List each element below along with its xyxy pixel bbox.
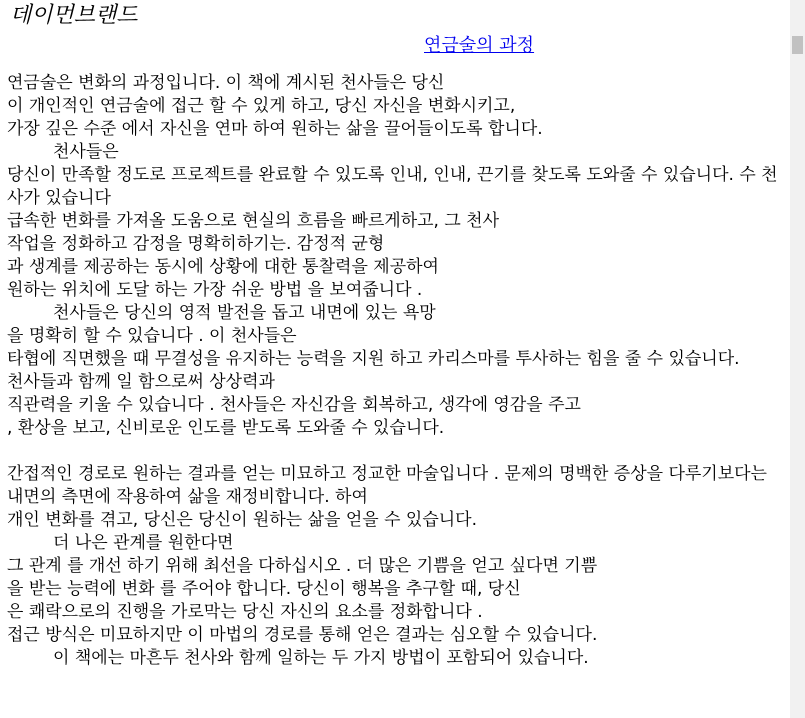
- paragraph-line: 연금술은 변화의 과정입니다. 이 책에 계시된 천사들은 당신: [7, 73, 445, 93]
- paragraph-line: 내면의 측면에 작용하여 삶을 재정비합니다. 하여: [7, 487, 368, 507]
- paragraph-line: 은 쾌락으로의 진행을 가로막는 당신 자신의 요소를 정화합니다 .: [7, 602, 483, 622]
- paragraph-line: 타협에 직면했을 때 무결성을 유지하는 능력을 지원 하고 카리스마를 투사하는 힘을 줄 수 있습니다.: [7, 349, 740, 369]
- paragraph-line: 가장 깊은 수준 에서 자신을 연마 하여 원하는 삶을 끌어들이도록 합니다.: [7, 119, 543, 139]
- paragraph-line: , 환상을 보고, 신비로운 인도를 받도록 도와줄 수 있습니다.: [7, 418, 445, 438]
- paragraph-line: 접근 방식은 미묘하지만 이 마법의 경로를 통해 얻은 결과는 심오할 수 있습니다.: [7, 625, 598, 645]
- paragraph-line: 직관력을 키울 수 있습니다 . 천사들은 자신감을 회복하고, 생각에 영감을 주고: [7, 395, 581, 415]
- paragraph-line: 작업을 정화하고 감정을 명확히하기는. 감정적 균형: [7, 234, 385, 254]
- paragraph-line: 천사들은: [53, 142, 119, 162]
- paragraph-line: 을 받는 능력에 변화 를 주어야 합니다. 당신이 행복을 추구할 때, 당신: [7, 579, 521, 599]
- paragraph-line: 간접적인 경로로 원하는 결과를 얻는 미묘하고 정교한 마술입니다 . 문제의 명백한 증상을 다루기보다는: [7, 464, 767, 484]
- paragraph-line: 그 관계 를 개선 하기 위해 최선을 다하십시오 . 더 많은 기쁨을 얻고 싶다면 기쁨: [7, 556, 598, 576]
- paragraph-line: 더 나은 관계를 원한다면: [53, 533, 234, 553]
- paragraph-line: 개인 변화를 겪고, 당신은 당신이 원하는 삶을 얻을 수 있습니다.: [7, 510, 477, 530]
- paragraph-line: 원하는 위치에 도달 하는 가장 쉬운 방법 을 보여줍니다 .: [7, 280, 423, 300]
- blank-line: [7, 440, 790, 463]
- paragraph-line: 천사들은 당신의 영적 발전을 돕고 내면에 있는 욕망: [53, 303, 436, 323]
- article-title-link[interactable]: 연금술의 과정: [424, 35, 535, 56]
- paragraph-line: 이 개인적인 연금술에 접근 할 수 있게 하고, 당신 자신을 변화시키고,: [7, 96, 516, 116]
- paragraph-line: 천사들과 함께 일 함으로써 상상력과: [7, 372, 275, 392]
- scrollbar-thumb[interactable]: [792, 36, 803, 54]
- article-body: [7, 72, 790, 670]
- paragraph-line: 이 책에는 마흔두 천사와 함께 일하는 두 가지 방법이 포함되어 있습니다.: [53, 648, 589, 668]
- paragraph-line: 급속한 변화를 가져올 도움으로 현실의 흐름을 빠르게하고, 그 천사: [7, 211, 500, 231]
- brand-title: 데이먼브랜드: [10, 3, 138, 28]
- vertical-scrollbar[interactable]: [790, 0, 805, 718]
- paragraph-line: 과 생계를 제공하는 동시에 상황에 대한 통찰력을 제공하여: [7, 257, 439, 277]
- paragraph-line: 을 명확히 할 수 있습니다 . 이 천사들은: [7, 326, 297, 346]
- paragraph-line: 당신이 만족할 정도로 프로젝트를 완료할 수 있도록 인내, 인내, 끈기를 찾도록 도와줄 수 있습니다. 수 천사가 있습니다: [7, 165, 778, 208]
